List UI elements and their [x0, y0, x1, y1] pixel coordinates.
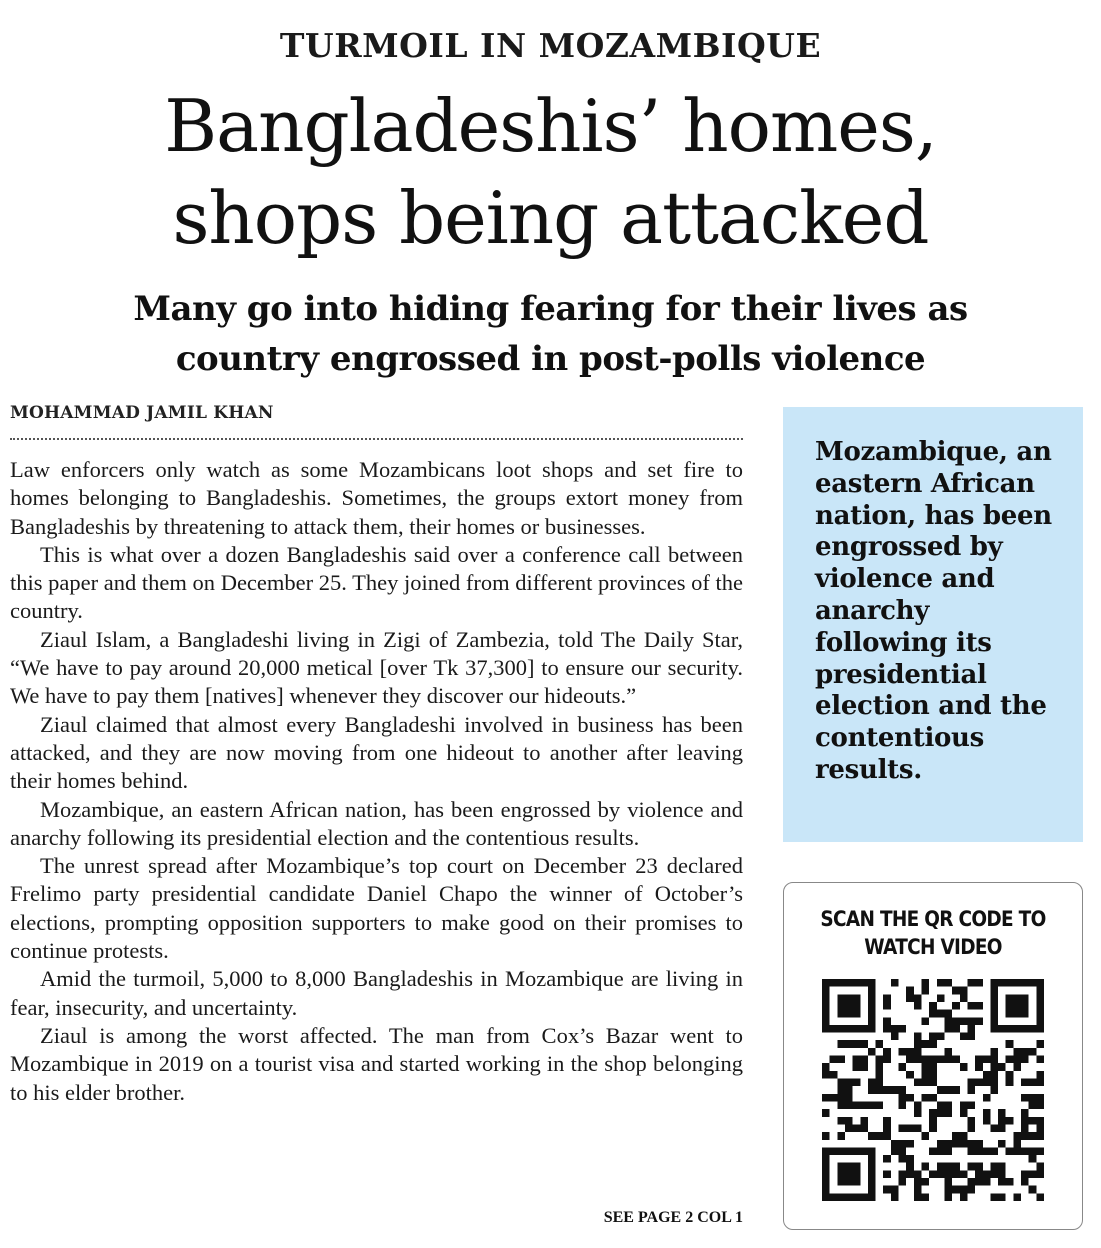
article-paragraph: This is what over a dozen Bangladeshis said over a conference call between this paper and them on December 25. They joined from different provinces of the country. — [10, 541, 743, 624]
subheadline-line-2: country engrossed in post-polls violence — [175, 339, 926, 379]
article-paragraph: Mozambique, an eastern African nation, has been engrossed by violence and anarchy following its presidential election and the contentious results. — [10, 796, 743, 850]
headline-line-1: Bangladeshis’ homes, — [164, 84, 937, 168]
article-paragraph: Ziaul claimed that almost every Bangladeshi involved in business has been attacked, and they are now moving from one hideout to another after leaving their homes behind. — [10, 711, 743, 794]
article-paragraph: Law enforcers only watch as some Mozambicans loot shops and set fire to homes belonging to Bangladeshis. Sometimes, the groups extort money from Bangladeshis by threatening to attack them, their homes or businesses. — [10, 457, 743, 539]
pull-quote-box — [783, 407, 1083, 842]
continuation-note: SEE PAGE 2 COL 1 — [603, 1209, 743, 1226]
pull-quote-text: Mozambique, an eastern African nation, has been engrossed by violence and anarchy following its presidential election and the contentious results. — [815, 437, 1052, 785]
qr-title — [802, 905, 1064, 961]
byline: MOHAMMAD JAMIL KHAN — [10, 403, 274, 423]
subheadline — [0, 284, 1101, 384]
article-paragraph: Ziaul Islam, a Bangladeshi living in Zigi of Zambezia, told The Daily Star, “We have to pay around 20,000 metical [over Tk 37,300] to ensure our security. We have to pay them [natives] whenever they discover our hideouts.” — [10, 626, 743, 709]
article-paragraph: Ziaul is among the worst affected. The man from Cox’s Bazar went to Mozambique in 2019 on a tourist visa and started working in the shop belonging to his elder brother. — [10, 1022, 743, 1105]
article-paragraph: Amid the turmoil, 5,000 to 8,000 Bangladeshis in Mozambique are living in fear, insecurity, and uncertainty. — [10, 966, 743, 1020]
qr-code-panel[interactable] — [783, 882, 1083, 1230]
article-paragraph: The unrest spread after Mozambique’s top court on December 23 declared Frelimo party presidential candidate Daniel Chapo the winner of October’s elections, prompting opposition supporters to make good on their promises to continue protests. — [10, 853, 743, 964]
qr-code-icon[interactable] — [822, 979, 1044, 1201]
kicker: TURMOIL IN MOZAMBIQUE — [279, 26, 822, 65]
headline — [0, 80, 1101, 264]
qr-title-line-1: SCAN THE QR CODE TO — [820, 907, 1046, 931]
article-body — [10, 456, 743, 1107]
qr-title-line-2: WATCH VIDEO — [864, 935, 1002, 959]
byline-divider — [10, 438, 743, 440]
headline-line-2: shops being attacked — [172, 176, 929, 260]
subheadline-line-1: Many go into hiding fearing for their lives as — [133, 289, 968, 329]
